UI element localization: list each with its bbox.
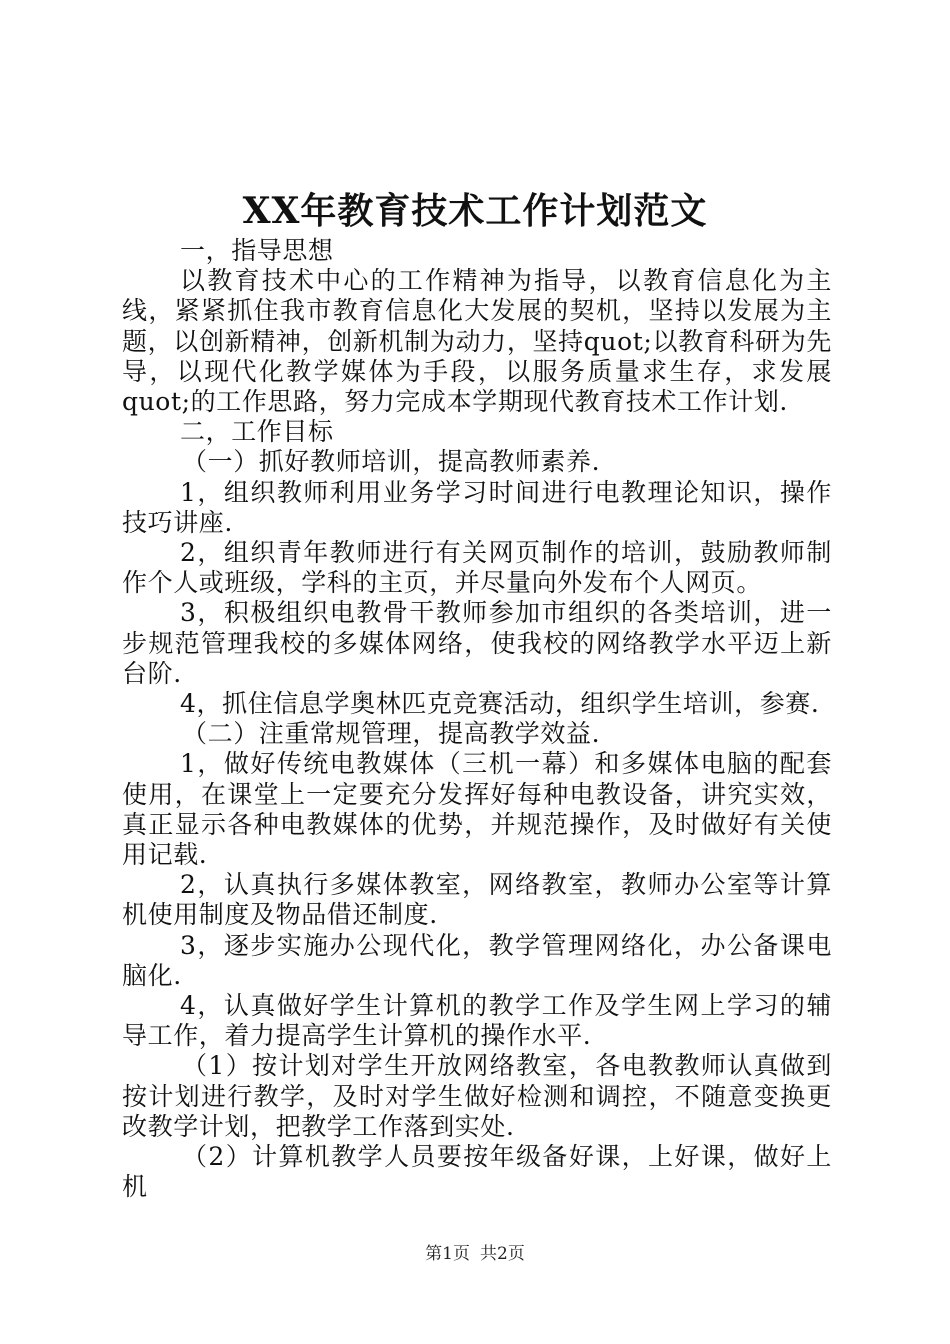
page-total: 共2页 xyxy=(480,1244,525,1264)
list-item: 2，组织青年教师进行有关网页制作的培训，鼓励教师制作个人或班级，学科的主页，并尽量向外发布个人网页。 xyxy=(122,538,832,598)
list-item: 3，逐步实施办公现代化，教学管理网络化，办公备课电脑化. xyxy=(122,930,832,990)
document-body xyxy=(122,236,832,1203)
document-title: XX年教育技术工作计划范文 xyxy=(242,190,708,232)
list-item: 2，认真执行多媒体教室，网络教室，教师办公室等计算机使用制度及物品借还制度. xyxy=(122,870,832,930)
page-number: 第1页 xyxy=(425,1244,470,1264)
list-item: （2）计算机教学人员要按年级备好课，上好课，做好上机 xyxy=(122,1142,832,1202)
section-heading-guiding-ideology: 一，指导思想 xyxy=(180,236,334,265)
page-footer xyxy=(0,1242,950,1266)
subsection-heading: （二）注重常规管理，提高教学效益. xyxy=(182,719,601,749)
list-item: 4，认真做好学生计算机的教学工作及学生网上学习的辅导工作，着力提高学生计算机的操作水平. xyxy=(122,991,832,1051)
list-item: 1，组织教师利用业务学习时间进行电教理论知识，操作技巧讲座. xyxy=(122,477,832,537)
list-item: 1，做好传统电教媒体（三机一幕）和多媒体电脑的配套使用，在课堂上一定要充分发挥好每种电教设备，讲究实效，真正显示各种电教媒体的优势，并规范操作，及时做好有关使用记载. xyxy=(122,749,832,870)
subsection-heading: （一）抓好教师培训，提高教师素养. xyxy=(182,447,601,477)
list-item: 4，抓住信息学奥林匹克竞赛活动，组织学生培训，参赛. xyxy=(180,689,820,719)
paragraph: 以教育技术中心的工作精神为指导，以教育信息化为主线，紧紧抓住我市教育信息化大发展的契机，坚持以发展为主题，以创新精神，创新机制为动力，坚持quot;以教育科研为先导，以现代化教学媒体为手段，以服务质量求生存，求发展quot;的工作思路，努力完成本学期现代教育技术工作计划. xyxy=(122,266,832,417)
list-item: （1）按计划对学生开放网络教室，各电教教师认真做到按计划进行教学，及时对学生做好检测和调控，不随意变换更改教学计划，把教学工作落到实处. xyxy=(122,1051,832,1141)
section-heading-work-goals: 二，工作目标 xyxy=(180,417,334,447)
list-item: 3，积极组织电教骨干教师参加市组织的各类培训，进一步规范管理我校的多媒体网络，使我校的网络教学水平迈上新台阶. xyxy=(122,598,832,688)
